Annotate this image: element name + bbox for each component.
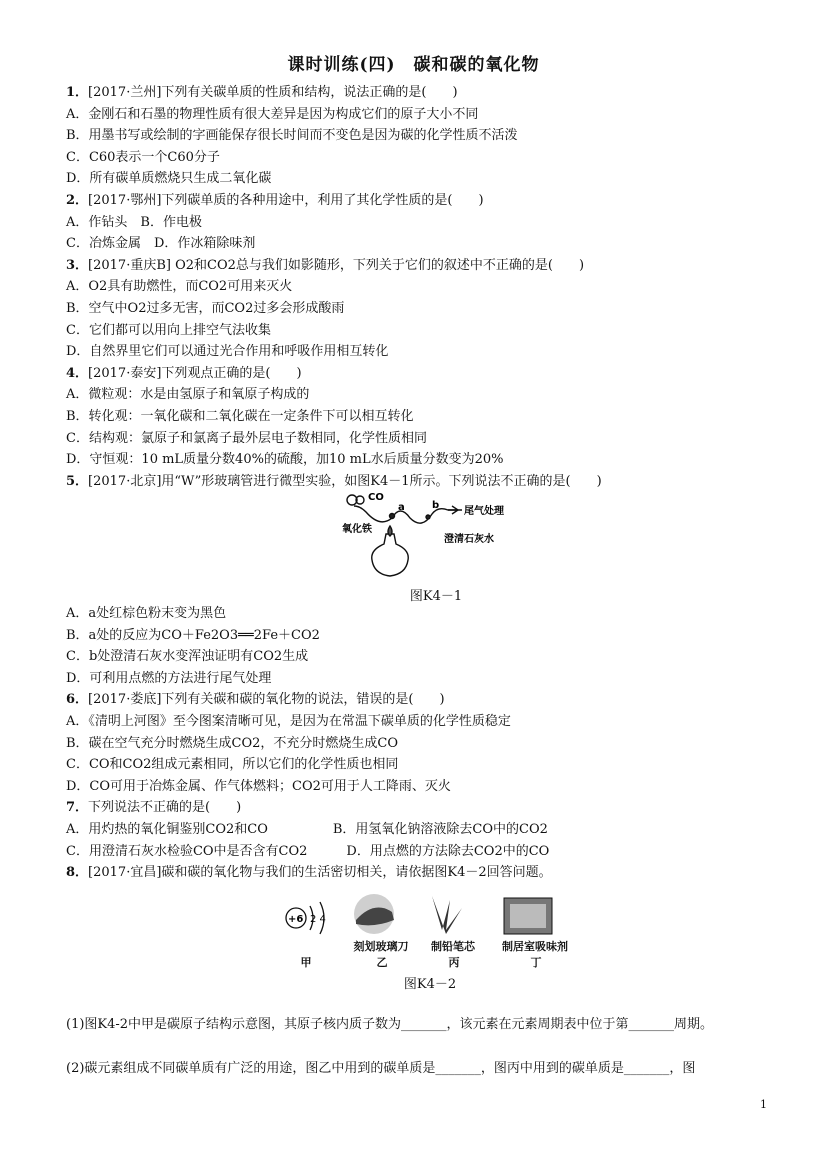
page-number: 1	[760, 1098, 767, 1111]
option-line	[66, 668, 786, 690]
line-text: [2017·重庆B] O2和CO2总与我们如影随形，下列关于它们的叙述中不正确的是( )	[88, 257, 585, 273]
option-line	[66, 125, 786, 147]
line-text: D．所有碳单质燃烧只生成二氧化碳	[66, 171, 272, 187]
label-a: a	[398, 502, 405, 513]
w-tube-apparatus-figure	[340, 492, 530, 584]
q8-part-2: (2)碳元素组成不同碳单质有广泛的用途，图乙中用到的碳单质是_______，图丙中用到的碳单质是_______，图	[66, 1061, 696, 1076]
option-line	[66, 233, 786, 255]
question-line	[66, 862, 786, 884]
line-text: A．用灼热的氧化铜鉴别CO2和CO B．用氢氧化钠溶液除去CO中的CO2	[66, 821, 548, 837]
line-text: A．微粒观：水是由氢原子和氧原子构成的	[66, 387, 310, 403]
line-text: C．冶炼金属 D．作冰箱除味剂	[66, 236, 256, 252]
line-text: B．碳在空气充分时燃烧生成CO2，不充分时燃烧生成CO	[66, 735, 399, 751]
option-line	[66, 212, 786, 234]
question-block-top	[66, 82, 786, 492]
figure2-item-sub: 丙	[448, 956, 460, 969]
line-text: [2017·娄底]下列有关碳和碳的氧化物的说法，错误的是( )	[88, 692, 445, 708]
question-number: 5．	[66, 473, 89, 489]
line-text: A．金刚石和石墨的物理性质有很大差异是因为构成它们的原子大小不同	[66, 106, 479, 122]
option-line	[66, 841, 786, 863]
option-line	[66, 341, 786, 363]
question-number: 6．	[66, 692, 89, 708]
line-text: B．用墨书写或绘制的字画能保存很长时间而不变色是因为碳的化学性质不活泼	[66, 128, 518, 144]
option-line	[66, 147, 786, 169]
label-co: CO	[368, 492, 384, 503]
option-line	[66, 625, 786, 647]
figure2-item-label: 制铅笔芯	[431, 940, 475, 953]
line-text: A．《清明上河图》至今图案清晰可见，是因为在常温下碳单质的化学性质稳定	[66, 713, 511, 729]
line-text: D．CO可用于冶炼金属、作气体燃料；CO2可用于人工降雨、灭火	[66, 778, 451, 794]
option-line	[66, 276, 786, 298]
line-text: [2017·宜昌]碳和碳的氧化物与我们的生活密切相关，请依据图K4－2回答问题。	[88, 865, 552, 881]
line-text: C．CO和CO2组成元素相同，所以它们的化学性质也相同	[66, 757, 399, 773]
question-line	[66, 363, 786, 385]
option-line	[66, 104, 786, 126]
option-line	[66, 320, 786, 342]
option-line	[66, 428, 786, 450]
option-line	[66, 449, 786, 471]
line-text: C．结构观：氯原子和氯离子最外层电子数相同，化学性质相同	[66, 430, 427, 446]
question-line	[66, 190, 786, 212]
label-b: b	[432, 500, 440, 511]
question-number: 2．	[66, 192, 89, 208]
question-block-mid	[66, 603, 786, 884]
option-line	[66, 754, 786, 776]
page-title: 课时训练(四) 碳和碳的氧化物	[287, 55, 540, 75]
line-text: C．它们都可以用向上排空气法收集	[66, 322, 271, 338]
question-number: 4．	[66, 365, 89, 381]
option-line	[66, 733, 786, 755]
question-number: 1．	[66, 85, 89, 100]
atom-shells: 2 4	[310, 914, 326, 925]
question-line	[66, 255, 786, 277]
line-text: B．转化观：一氧化碳和二氧化碳在一定条件下可以相互转化	[66, 408, 414, 424]
line-text: C．用澄清石灰水检验CO中是否含有CO2 D．用点燃的方法除去CO2中的CO	[66, 843, 550, 859]
option-line	[66, 298, 786, 320]
line-text: B．a处的反应为CO＋Fe2O3══2Fe＋CO2	[66, 627, 320, 643]
label-tail-gas: 尾气处理	[464, 506, 504, 517]
option-line	[66, 711, 786, 733]
question-line	[66, 797, 786, 819]
figure2-item-label: 制居室吸味剂	[502, 940, 568, 953]
line-text: [2017·鄂州]下列碳单质的各种用途中，利用了其化学性质的是( )	[88, 192, 484, 208]
figure2-item-sub: 甲	[300, 956, 312, 969]
figure2-item-sub: 丁	[530, 956, 542, 969]
line-text: 下列说法不正确的是( )	[88, 800, 242, 816]
question-number: 7．	[66, 800, 89, 816]
label-limewater: 澄清石灰水	[444, 534, 494, 545]
question-line	[66, 82, 786, 104]
line-text: [2017·兰州]下列有关碳单质的性质和结构，说法正确的是( )	[88, 85, 458, 100]
line-text: [2017·泰安]下列观点正确的是( )	[88, 365, 302, 381]
option-line	[66, 384, 786, 406]
line-text: [2017·北京]用“W”形玻璃管进行微型实验，如图K4－1所示。下列说法不正确的是( )	[88, 473, 602, 489]
option-line	[66, 406, 786, 428]
line-text: D．可利用点燃的方法进行尾气处理	[66, 670, 272, 686]
q8-part-1: (1)图K4-2中甲是碳原子结构示意图，其原子核内质子数为_______，该元素在元素周期表中位于第_______周期。	[66, 1017, 714, 1032]
line-text: A．作钻头 B．作电极	[66, 214, 202, 230]
line-text: B．空气中O2过多无害，而CO2过多会形成酸雨	[66, 300, 345, 316]
option-line	[66, 168, 786, 190]
question-line	[66, 689, 786, 711]
question-line	[66, 471, 786, 493]
atom-core: +6	[288, 914, 304, 925]
question-number: 3．	[66, 257, 89, 273]
line-text: C．C60表示一个C60分子	[66, 149, 220, 165]
option-line	[66, 646, 786, 668]
figure2-item-sub: 乙	[376, 956, 388, 969]
line-text: D．自然界里它们可以通过光合作用和呼吸作用相互转化	[66, 344, 389, 360]
line-text: C．b处澄清石灰水变浑浊证明有CO2生成	[66, 649, 309, 665]
question-number: 8．	[66, 865, 89, 881]
line-text: A．a处红棕色粉末变为黑色	[66, 606, 227, 621]
line-text: D．守恒观：10 mL质量分数40%的硫酸，加10 mL水后质量分数变为20%	[66, 452, 504, 468]
figure1-caption: 图K4－1	[409, 589, 463, 604]
figure2-item-label: 刻划玻璃刀	[353, 940, 409, 953]
label-iron-oxide: 氧化铁	[342, 524, 372, 535]
option-line	[66, 819, 786, 841]
option-line	[66, 776, 786, 798]
option-line	[66, 603, 786, 625]
line-text: A．O2具有助燃性，而CO2可用来灭火	[66, 279, 293, 295]
figure2-caption: 图K4－2	[403, 977, 457, 992]
